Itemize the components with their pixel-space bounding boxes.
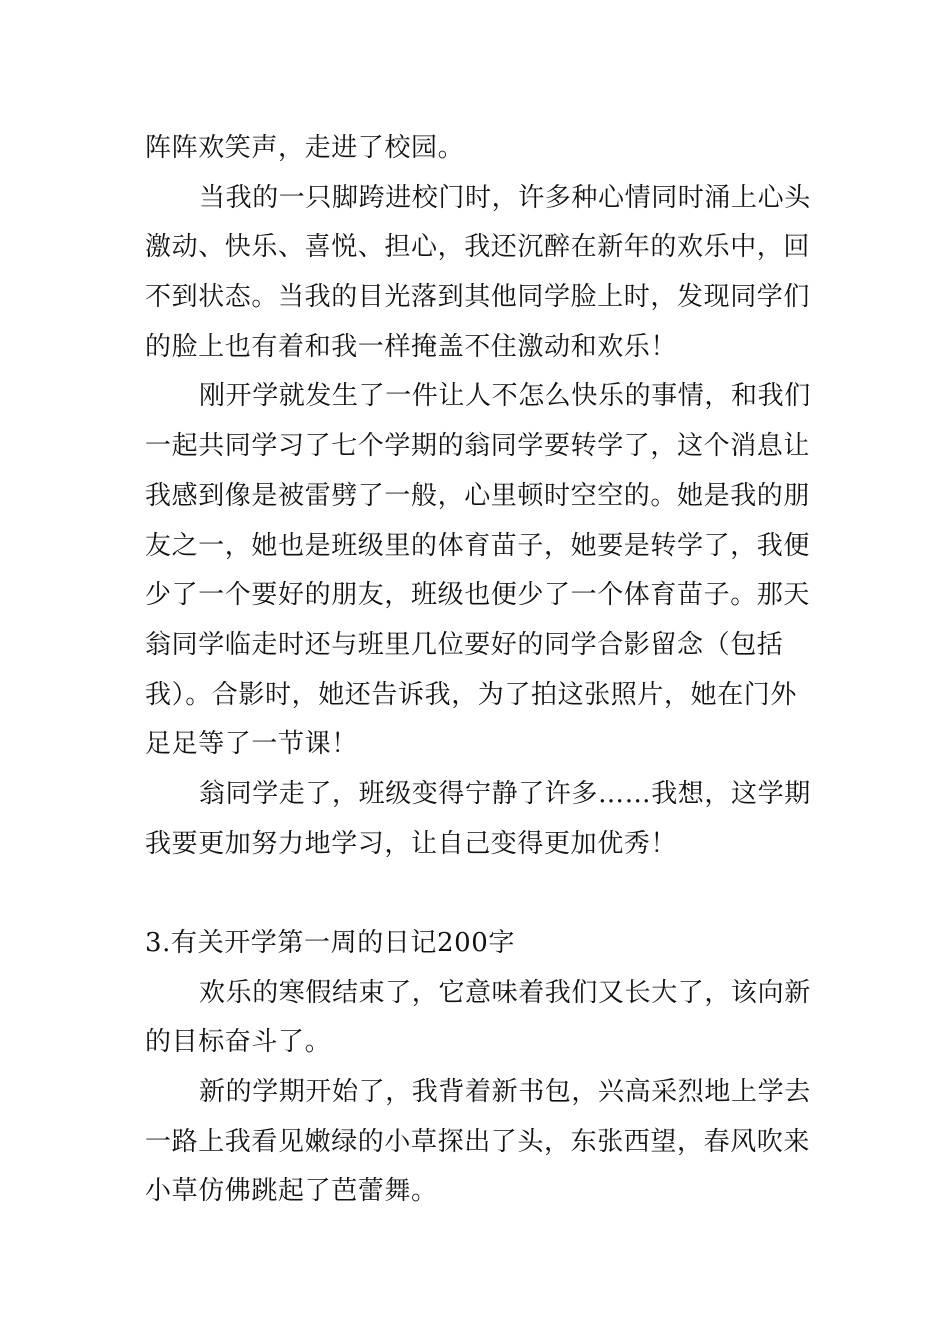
paragraph-start-line: 刚开学就发生了一件让人不怎么快乐的事情，和我们 [199, 381, 811, 412]
paragraph-start-line: 新的学期开始了，我背着新书包，兴高采烈地上学去 [199, 1077, 811, 1108]
section-heading: 3.有关开学第一周的日记200字 [145, 928, 516, 958]
text-line: 一路上我看见嫩绿的小草探出了头，东张西望，春风吹来 [145, 1126, 811, 1157]
text-line: 的脸上也有着和我一样掩盖不住激动和欢乐！ [145, 331, 678, 362]
text-line: 我感到像是被雷劈了一般，心里顿时空空的。她是我的朋 [145, 480, 811, 511]
document-page [145, 124, 810, 1217]
paragraph-start-line: 欢乐的寒假结束了，它意味着我们又长大了，该向新 [199, 977, 811, 1008]
text-line: 不到状态。当我的目光落到其他同学脸上时，发现同学们 [145, 282, 811, 313]
paragraph-start-line: 翁同学走了，班级变得宁静了许多……我想，这学期 [199, 778, 811, 809]
text-line: 少了一个要好的朋友，班级也便少了一个体育苗子。那天 [145, 580, 811, 611]
text-line: 我）。合影时，她还告诉我，为了拍这张照片，她在门外 [145, 679, 798, 710]
text-line: 的目标奋斗了。 [145, 1027, 332, 1058]
text-line: 翁同学临走时还与班里几位要好的同学合影留念（包括 [145, 629, 784, 660]
text-line: 小草仿佛跳起了芭蕾舞。 [145, 1176, 438, 1207]
text-line: 阵阵欢笑声，走进了校园。 [145, 133, 465, 163]
text-line: 一起共同学习了七个学期的翁同学要转学了，这个消息让 [145, 431, 811, 462]
text-line: 激动、快乐、喜悦、担心，我还沉醉在新年的欢乐中，回 [145, 232, 811, 263]
paragraph-start-line: 当我的一只脚跨进校门时，许多种心情同时涌上心头 [199, 182, 811, 213]
text-line: 足足等了一节课！ [145, 729, 358, 760]
text-line: 友之一，她也是班级里的体育苗子，她要是转学了，我便 [145, 530, 811, 561]
text-line: 我要更加努力地学习，让自己变得更加优秀！ [145, 828, 678, 859]
section-gap [145, 869, 810, 919]
